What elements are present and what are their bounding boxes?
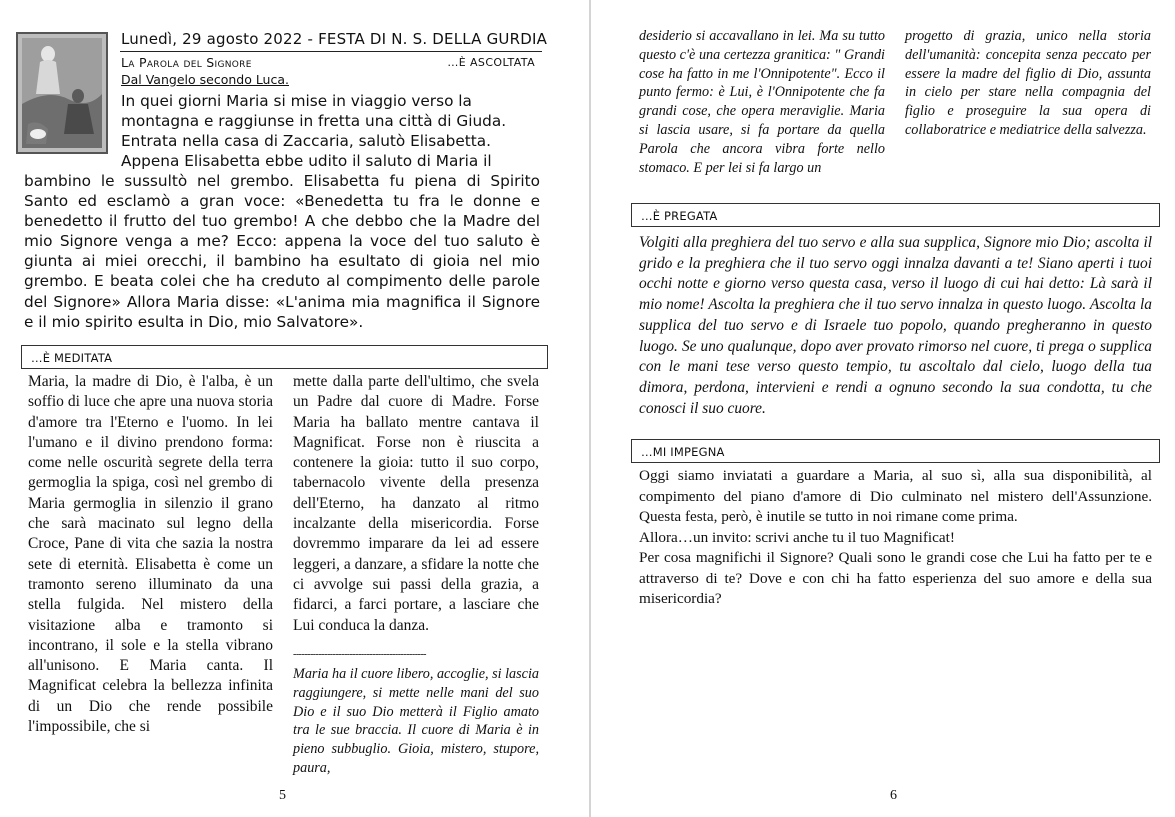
gospel-paragraph: bambino le sussultò nel grembo. Elisabetta fu piena di Spirito Santo ed esclamò a gran voce: «Benedetta tu fra le donne e benedetto il frutto del tuo grembo! A che debbo che la Madre del mio Signore venga a me? Ecco: appena la voce del tuo saluto è giunta ai miei orecchi, il bambino ha esultato di gioia nel mio grembo. E beata colei che ha creduto al compimento delle parole del Signore» Allora Maria disse: «L'anima mia magnifica il Signore e il mio spirito esulta in Dio, mio Salvatore». [24,172,540,331]
impegno-paragraph: Allora…un invito: scrivi anche tu il tuo Magnificat! [639,528,955,546]
gospel-line: Appena Elisabetta ebbe udito il saluto di Maria il [121,152,492,171]
italic-paragraph: progetto di grazia, unico nella storia dell'umanità: concepita senza peccato per essere la madre del figlio di Dio, assunta in cielo per stare nella compagnia del figlio e proseguire la sua opera di collaboratrice e mediatrice della salvezza. [905,28,1151,138]
meditata-column-1 [28,372,273,737]
meditata-paragraph: mette dalla parte dell'ultimo, che svela un Padre dal cuore di Madre. Forse Maria ha ballato mentre cantava il Magnificat. Forse non è riuscita a contenere la gioia: tutto il suo corpo, tabernacolo vivente della presenza dell'Eterno, ha danzato al ritmo incalzante della misericordia. Forse dovremmo imparare da lei ad essere leggeri, a danzare, a sfidare la notte che ci avvolge sui passi della grazia, a fidarci, a farci portare, a lasciare che Lui conduca la danza. [293,373,539,634]
gospel-line: montagna e raggiunse in fretta una città di Giuda. [121,112,507,131]
italic-paragraph: Maria ha il cuore libero, accoglie, si lascia raggiungere, si mette nelle mani del suo Dio e il suo Dio metterà il Figlio amato tra le sue braccia. Il cuore di Maria è in pieno subbuglio. Gioia, mistero, stupore, paura, [293,666,540,776]
impegna-label: …MI IMPEGNA [641,445,725,459]
pregata-header [631,203,1160,227]
date-title: Lunedì, 29 agosto 2022 - FESTA DI N. S. DELLA GURDIA [121,30,548,48]
gospel-text [24,171,540,332]
right-column-1 [639,27,885,177]
meditata-italic [293,665,539,778]
meditata-column-2 [293,372,539,636]
ascoltata-label: …È ASCOLTATA [447,56,535,69]
title-rule [120,51,542,52]
page-number-right: 6 [890,788,897,803]
separator-line: ----------------------------------------------- [293,649,427,660]
italic-paragraph: desiderio si accavallano in lei. Ma su tutto questo c'è una certezza granitica: " Grandi cose ha fatto in me l'Onnipotente". Ecco il punto fermo: è Lui, è l'Onnipotente che fa grandi cose, che opera meraviglie. Maria si lascia usare, si fa portare da quella Parola che ancora vibra forte nello stomaco. E per lei si fa largo un [639,28,885,176]
page-divider [589,0,591,817]
gospel-line: In quei giorni Maria si mise in viaggio verso la [121,92,472,110]
meditata-paragraph: Maria, la madre di Dio, è l'alba, è un soffio di luce che apre una nuova storia d'amore tra l'Eterno e l'uomo. In lei l'umano e il divino prendono forma: come nelle oscurità segrete della terra germoglia la spiga, così nel grembo di Maria germoglia in silenzio il grano che sarà macinato sul legno della Croce, Pane di vita che sazia la nostra sete di eternità. Elisabetta è come un tramonto sereno illuminato da una stella fulgida. Nel mistero della visitazione alba e tramonto si incontrano, il sole e la stella vibrano all'unisono. E Maria canta. Il Magnificat celebra la bellezza infinita di un Dio che rende possibile l'impossibile, che si [28,373,273,736]
right-column-2 [905,27,1151,140]
pregata-label: …È PREGATA [641,209,718,223]
gospel-intro [121,91,540,171]
meditata-header [21,345,548,369]
vangelo-source: Dal Vangelo secondo Luca. [121,72,289,87]
impegno-paragraph: Oggi siamo inviatati a guardare a Maria, al suo sì, alla sua disponibilità, al compimento del piano d'amore di Dio culminato nel mistero dell'Assunzione. Questa festa, però, è inutile se tutto in noi rimane come prima. [639,467,1152,525]
meditata-label: …È MEDITATA [31,351,113,365]
gospel-line: Entrata nella casa di Zaccaria, salutò Elisabetta. [121,132,491,151]
madonna-image [16,32,108,154]
impegno-paragraph: Per cosa magnifichi il Signore? Quali sono le grandi cose che Lui ha fatto per te e attraverso di te? Dove e con chi ha fatto esperienza del suo amore e della sua misericordia? [639,549,1152,607]
page-number-left: 5 [279,788,286,803]
prayer-text: Volgiti alla preghiera del tuo servo e alla sua supplica, Signore mio Dio; ascolta il grido e la preghiera che il tuo servo oggi innalza davanti a te! Siano aperti i tuoi occhi notte e giorno verso questa casa, verso il luogo di cui hai detto: Là sarà il mio nome! Ascolta la preghiera che il tuo servo innalza in questo luogo. Ascolta la supplica del tuo servo e di Israele tuo popolo, quando pregheranno in questo luogo. Se uno qualunque, dopo aver provato rimorso nel cuore, ti prega o supplica con le mani tese verso questo tempio, tu ascoltalo dal cielo, luogo della tua dimora, perdona, intervieni e rendi a ognuno secondo la sua condotta, tu che conosci il suo cuore. [639,234,1152,417]
impegno-text [639,466,1152,610]
word-label: La Parola del Signore [121,55,252,70]
impegna-header [631,439,1160,463]
